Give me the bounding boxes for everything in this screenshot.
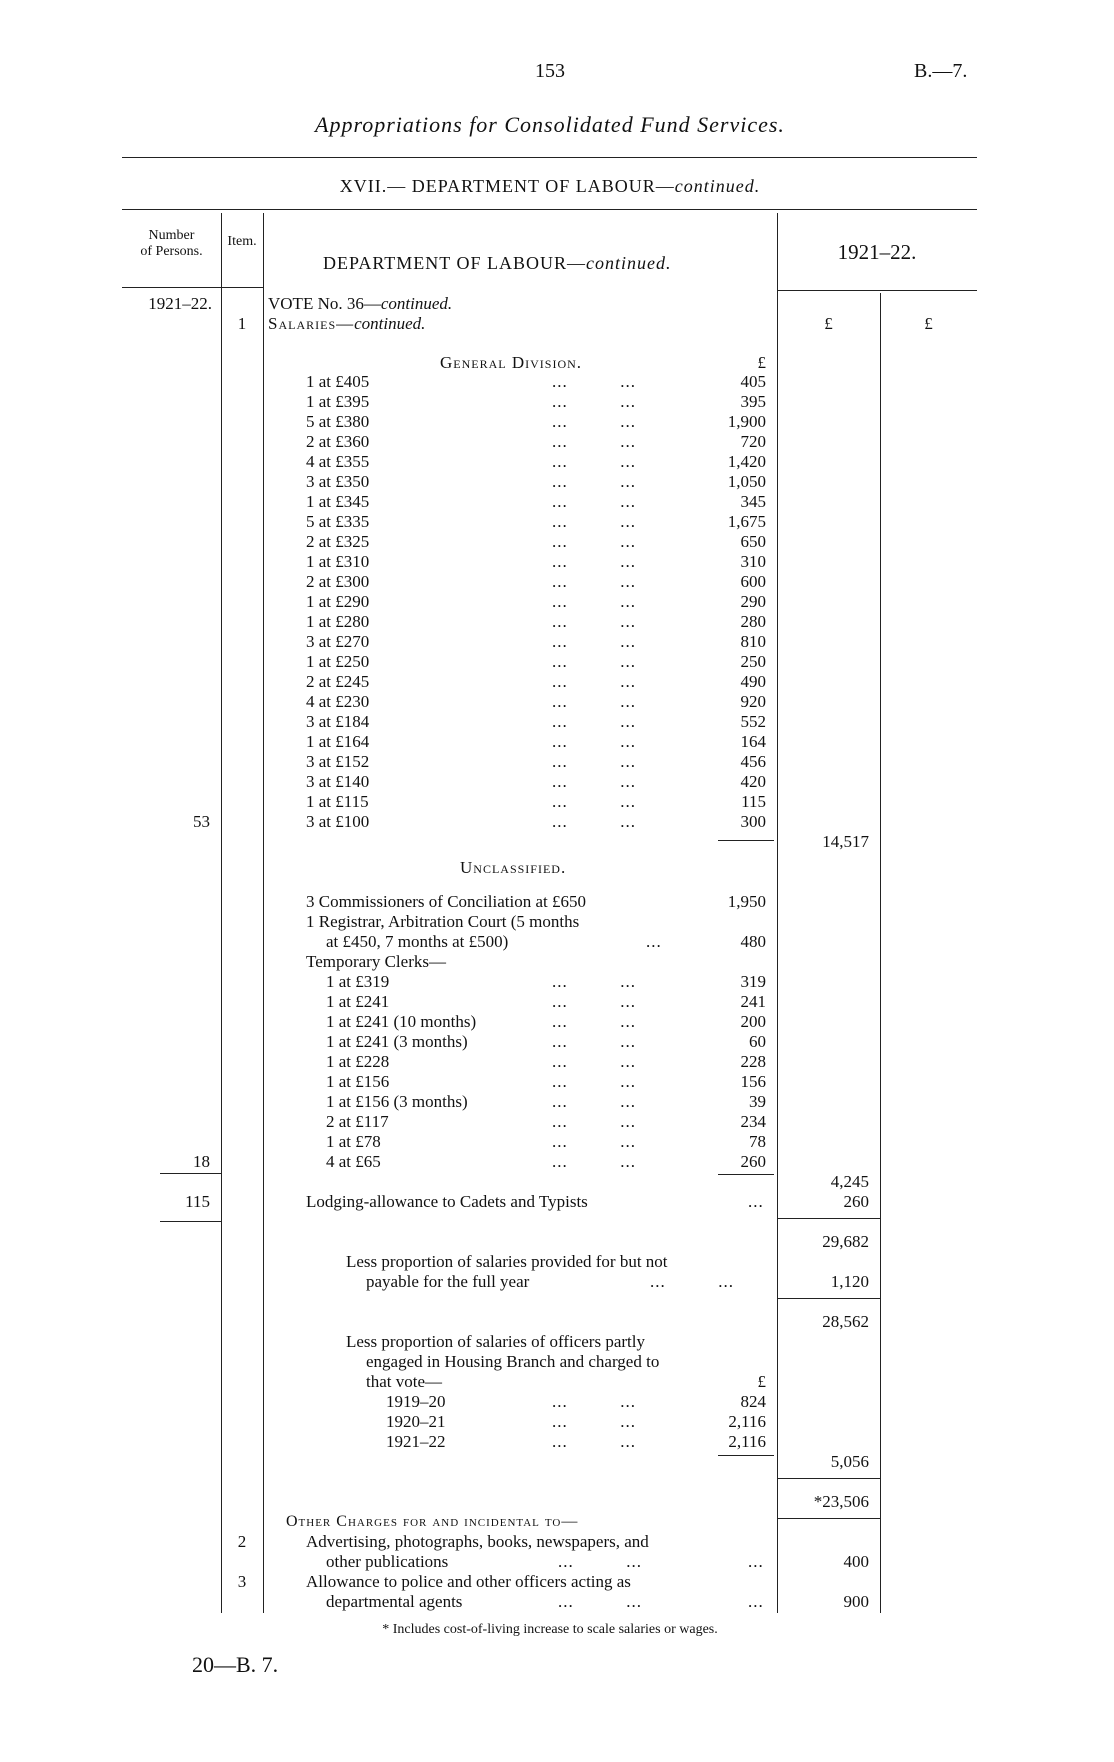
pound-col-1: £ bbox=[824, 314, 833, 333]
unclassified-row-leader: ... ... bbox=[552, 992, 636, 1011]
general-row-amount: 250 bbox=[740, 652, 766, 671]
general-row-label: 1 at £164 bbox=[306, 732, 370, 751]
general-row-label: 2 at £300 bbox=[306, 572, 370, 591]
less-2-total: 5,056 bbox=[830, 1452, 869, 1471]
col-line-amount bbox=[777, 213, 778, 1613]
general-row-leader: ... ... bbox=[552, 732, 636, 751]
unclassified-row-label: 1 at £241 (3 months) bbox=[326, 1032, 468, 1051]
general-row-leader: ... ... bbox=[552, 692, 636, 711]
general-row-label: 1 at £115 bbox=[306, 792, 369, 811]
unclassified-row-label: 1 at £78 bbox=[326, 1132, 381, 1151]
other-item-2-amount: 400 bbox=[843, 1552, 869, 1571]
general-row-amount: 720 bbox=[740, 432, 766, 451]
general-row-leader: ... ... bbox=[552, 672, 636, 691]
general-row-leader: ... ... bbox=[552, 512, 636, 531]
general-row-label: 3 at £350 bbox=[306, 472, 370, 491]
page-signature: 20—B. 7. bbox=[192, 1652, 279, 1677]
registrar-label-1: 1 Registrar, Arbitration Court (5 months bbox=[306, 912, 580, 931]
unclassified-row-amount: 156 bbox=[740, 1072, 766, 1091]
other-item-2-line-1: Advertising, photographs, books, newspapers, and bbox=[306, 1532, 649, 1551]
general-row-leader: ... ... bbox=[552, 392, 636, 411]
general-row-label: 2 at £325 bbox=[306, 532, 370, 551]
other-item-2-leader: ... ... bbox=[558, 1552, 642, 1571]
general-row-leader: ... ... bbox=[552, 492, 636, 511]
general-row-label: 3 at £140 bbox=[306, 772, 370, 791]
unclassified-row-label: 1 at £319 bbox=[326, 972, 390, 991]
general-row-label: 1 at £310 bbox=[306, 552, 370, 571]
general-row-leader: ... ... bbox=[552, 532, 636, 551]
less-2-row-leader: ... ... bbox=[552, 1392, 636, 1411]
persons-year: 1921–22. bbox=[148, 294, 212, 313]
unclassified-row-amount: 241 bbox=[740, 992, 766, 1011]
unclassified-row-leader: ... ... bbox=[552, 1152, 636, 1171]
general-row-leader: ... ... bbox=[552, 812, 636, 831]
general-row-amount: 300 bbox=[740, 812, 766, 831]
net-total-rule bbox=[777, 1478, 880, 1479]
temporary-clerks-label: Temporary Clerks— bbox=[306, 952, 446, 971]
commissioners-label: 3 Commissioners of Conciliation at £650 bbox=[306, 892, 587, 911]
vote-line bbox=[268, 294, 452, 313]
dept-header-suffix: continued. bbox=[585, 253, 672, 273]
general-row-label: 2 at £360 bbox=[306, 432, 370, 451]
unclassified-row-leader: ... ... bbox=[552, 1012, 636, 1031]
general-row-amount: 810 bbox=[740, 632, 766, 651]
persons-header bbox=[122, 228, 221, 260]
vote-suffix: continued. bbox=[380, 294, 453, 313]
unclassified-row-amount: 260 bbox=[740, 1152, 766, 1171]
other-item-2-line-2: other publications bbox=[326, 1552, 449, 1571]
unclassified-row-leader: ... ... bbox=[552, 972, 636, 991]
unclassified-row-label: 1 at £241 (10 months) bbox=[326, 1012, 477, 1031]
less-2-row-amount: 824 bbox=[740, 1392, 766, 1411]
general-row-label: 5 at £380 bbox=[306, 412, 370, 431]
general-row-leader: ... ... bbox=[552, 572, 636, 591]
rule-head-left bbox=[122, 287, 263, 288]
general-row-leader: ... ... bbox=[552, 372, 636, 391]
unclassified-persons: 18 bbox=[193, 1152, 210, 1171]
general-row-amount: 405 bbox=[740, 372, 766, 391]
less-2-pound: £ bbox=[757, 1372, 766, 1391]
general-row-label: 1 at £290 bbox=[306, 592, 370, 611]
unclassified-rule bbox=[718, 1174, 774, 1175]
general-persons: 53 bbox=[193, 812, 210, 831]
general-row-leader: ... ... bbox=[552, 452, 636, 471]
net-total: *23,506 bbox=[813, 1492, 869, 1511]
general-row-label: 3 at £100 bbox=[306, 812, 370, 831]
unclassified-row-leader: ... ... bbox=[552, 1092, 636, 1111]
page-number: 153 bbox=[535, 60, 565, 82]
general-row-leader: ... ... bbox=[552, 612, 636, 631]
general-heading: General Division. bbox=[440, 353, 583, 372]
other-item-3-line-1: Allowance to police and other officers acting as bbox=[306, 1572, 631, 1591]
section-prefix: XVII.— DEPARTMENT OF LABOUR— bbox=[339, 176, 675, 196]
lodging-label: Lodging-allowance to Cadets and Typists bbox=[306, 1192, 588, 1211]
unclassified-heading: Unclassified. bbox=[460, 858, 567, 877]
general-row-leader: ... ... bbox=[552, 772, 636, 791]
vote-item-number: 1 bbox=[237, 314, 247, 333]
unclassified-row-label: 1 at £241 bbox=[326, 992, 390, 1011]
page-title: Appropriations for Consolidated Fund Services. bbox=[315, 112, 785, 137]
general-row-amount: 1,420 bbox=[727, 452, 766, 471]
other-item-3-line-2: departmental agents bbox=[326, 1592, 463, 1611]
subtotal-rule-2 bbox=[777, 1298, 880, 1299]
other-item-3-number: 3 bbox=[237, 1572, 247, 1591]
general-row-label: 1 at £280 bbox=[306, 612, 370, 631]
unclassified-row-leader: ... ... bbox=[552, 1072, 636, 1091]
dept-header-prefix: DEPARTMENT OF LABOUR— bbox=[323, 253, 586, 273]
less-1-line-2: payable for the full year bbox=[366, 1272, 530, 1291]
salaries-line bbox=[268, 314, 425, 333]
unclassified-row-label: 1 at £156 bbox=[326, 1072, 390, 1091]
subtotal-rule-1 bbox=[777, 1218, 880, 1219]
other-item-3-leader: ... ... bbox=[558, 1592, 642, 1611]
general-row-label: 3 at £152 bbox=[306, 752, 370, 771]
less-2-row-label: 1921–22 bbox=[386, 1432, 446, 1451]
general-row-amount: 290 bbox=[740, 592, 766, 611]
salaries-suffix: continued. bbox=[354, 314, 426, 333]
general-pound: £ bbox=[757, 353, 766, 372]
less-2-row-label: 1919–20 bbox=[386, 1392, 446, 1411]
unclassified-row-label: 1 at £228 bbox=[326, 1052, 390, 1071]
unclassified-row-leader: ... ... bbox=[552, 1132, 636, 1151]
unclassified-total: 4,245 bbox=[830, 1172, 869, 1191]
commissioners-amount: 1,950 bbox=[727, 892, 766, 911]
footnote: * Includes cost-of-living increase to scale salaries or wages. bbox=[382, 1622, 718, 1637]
less-2-row-leader: ... ... bbox=[552, 1432, 636, 1451]
persons-rule-2 bbox=[160, 1221, 221, 1222]
general-row-leader: ... ... bbox=[552, 792, 636, 811]
general-row-amount: 115 bbox=[741, 792, 766, 811]
general-row-amount: 600 bbox=[740, 572, 766, 591]
subtotal-2: 28,562 bbox=[822, 1312, 869, 1331]
general-row-amount: 1,675 bbox=[727, 512, 766, 531]
registrar-label-2: at £450, 7 months at £500) bbox=[326, 932, 509, 951]
general-row-leader: ... ... bbox=[552, 712, 636, 731]
unclassified-row-label: 4 at £65 bbox=[326, 1152, 381, 1171]
general-row-amount: 1,050 bbox=[727, 472, 766, 491]
lodging-persons: 115 bbox=[185, 1192, 210, 1211]
general-row-leader: ... ... bbox=[552, 632, 636, 651]
general-row-amount: 280 bbox=[740, 612, 766, 631]
less-2-rule bbox=[718, 1455, 774, 1456]
general-row-amount: 310 bbox=[740, 552, 766, 571]
unclassified-row-amount: 228 bbox=[740, 1052, 766, 1071]
document-ref: B.—7. bbox=[914, 60, 968, 82]
general-row-amount: 920 bbox=[740, 692, 766, 711]
general-row-label: 1 at £405 bbox=[306, 372, 370, 391]
unclassified-row-amount: 78 bbox=[749, 1132, 766, 1151]
pound-col-2: £ bbox=[924, 314, 933, 333]
less-2-line-1: Less proportion of salaries of officers partly bbox=[346, 1332, 645, 1351]
col-line-item bbox=[263, 213, 264, 1613]
unclassified-row-amount: 39 bbox=[749, 1092, 766, 1111]
general-row-amount: 395 bbox=[740, 392, 766, 411]
general-row-label: 4 at £355 bbox=[306, 452, 370, 471]
less-1-amount: 1,120 bbox=[830, 1272, 869, 1291]
vote-prefix: VOTE No. 36— bbox=[268, 294, 381, 313]
general-row-amount: 456 bbox=[740, 752, 766, 771]
section-title bbox=[280, 177, 820, 196]
unclassified-row-leader: ... ... bbox=[552, 1052, 636, 1071]
less-2-line-2: engaged in Housing Branch and charged to bbox=[366, 1352, 660, 1371]
persons-header-2: of Persons. bbox=[140, 244, 203, 259]
less-2-row-amount: 2,116 bbox=[728, 1432, 766, 1451]
net-total-rule-below bbox=[777, 1518, 880, 1519]
general-row-leader: ... ... bbox=[552, 652, 636, 671]
rule-head-right bbox=[777, 290, 977, 291]
less-2-line-3: that vote— bbox=[366, 1372, 443, 1391]
general-row-leader: ... ... bbox=[552, 472, 636, 491]
general-row-label: 1 at £345 bbox=[306, 492, 370, 511]
subtotal-1: 29,682 bbox=[822, 1232, 869, 1251]
col-line-pounds bbox=[880, 293, 881, 1613]
unclassified-row-amount: 319 bbox=[740, 972, 766, 991]
general-row-leader: ... ... bbox=[552, 432, 636, 451]
unclassified-row-leader: ... ... bbox=[552, 1112, 636, 1131]
general-total: 14,517 bbox=[822, 832, 869, 851]
unclassified-row-label: 1 at £156 (3 months) bbox=[326, 1092, 468, 1111]
less-1-leader: ... ... bbox=[650, 1272, 734, 1291]
general-row-label: 3 at £270 bbox=[306, 632, 370, 651]
section-suffix: continued. bbox=[674, 176, 761, 196]
other-item-3-amount: 900 bbox=[843, 1592, 869, 1611]
less-2-row-leader: ... ... bbox=[552, 1412, 636, 1431]
other-item-2-leader-end: ... bbox=[748, 1552, 764, 1571]
persons-rule-1 bbox=[160, 1173, 221, 1174]
general-row-leader: ... ... bbox=[552, 752, 636, 771]
other-charges-heading: Other Charges for and incidental to— bbox=[286, 1513, 579, 1530]
item-header: Item. bbox=[227, 234, 257, 249]
less-1-line-1: Less proportion of salaries provided for but not bbox=[346, 1252, 668, 1271]
other-item-2-number: 2 bbox=[237, 1532, 247, 1551]
dept-header bbox=[323, 254, 671, 273]
lodging-leader: ... bbox=[748, 1192, 764, 1211]
general-row-amount: 345 bbox=[740, 492, 766, 511]
col-line-persons bbox=[221, 213, 222, 1613]
general-rule bbox=[718, 840, 774, 841]
general-row-leader: ... ... bbox=[552, 592, 636, 611]
unclassified-row-amount: 60 bbox=[749, 1032, 766, 1051]
general-row-label: 3 at £184 bbox=[306, 712, 370, 731]
unclassified-row-amount: 200 bbox=[740, 1012, 766, 1031]
unclassified-row-amount: 234 bbox=[740, 1112, 766, 1131]
persons-header-1: Number bbox=[148, 228, 195, 243]
general-row-label: 5 at £335 bbox=[306, 512, 370, 531]
general-row-amount: 420 bbox=[740, 772, 766, 791]
general-row-amount: 490 bbox=[740, 672, 766, 691]
general-row-leader: ... ... bbox=[552, 552, 636, 571]
general-row-label: 1 at £395 bbox=[306, 392, 370, 411]
unclassified-row-leader: ... ... bbox=[552, 1032, 636, 1051]
year-header: 1921–22. bbox=[837, 240, 917, 264]
general-row-amount: 1,900 bbox=[727, 412, 766, 431]
registrar-leader: ... bbox=[646, 932, 662, 951]
lodging-amount: 260 bbox=[843, 1192, 869, 1211]
salaries-prefix: Salaries— bbox=[268, 314, 355, 333]
general-row-amount: 552 bbox=[740, 712, 766, 731]
general-row-amount: 650 bbox=[740, 532, 766, 551]
rule-top bbox=[122, 157, 977, 158]
rule-table-top bbox=[122, 209, 977, 210]
general-row-label: 2 at £245 bbox=[306, 672, 370, 691]
less-2-row-label: 1920–21 bbox=[386, 1412, 446, 1431]
general-row-amount: 164 bbox=[740, 732, 766, 751]
general-row-label: 4 at £230 bbox=[306, 692, 370, 711]
less-2-row-amount: 2,116 bbox=[728, 1412, 766, 1431]
general-row-label: 1 at £250 bbox=[306, 652, 370, 671]
unclassified-row-label: 2 at £117 bbox=[326, 1112, 389, 1131]
registrar-amount: 480 bbox=[740, 932, 766, 951]
general-row-leader: ... ... bbox=[552, 412, 636, 431]
other-item-3-leader-end: ... bbox=[748, 1592, 764, 1611]
